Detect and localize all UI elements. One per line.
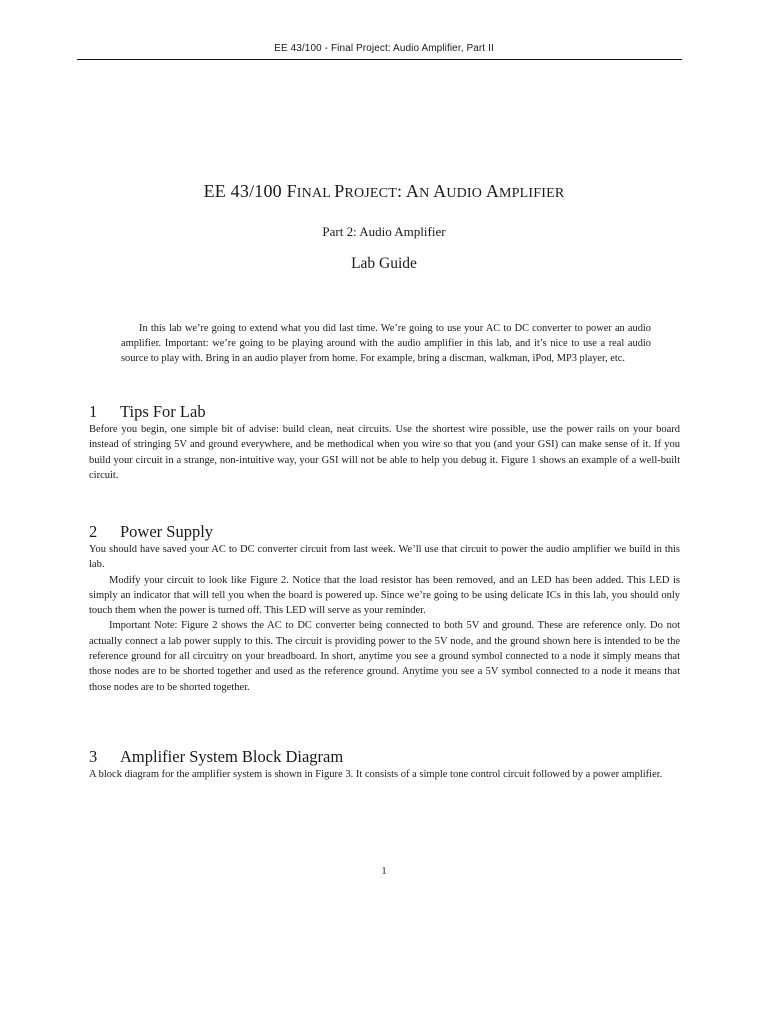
title-colon-an: : A xyxy=(396,181,420,201)
abstract-paragraph: In this lab we’re going to extend what you did last time. We’re going to use your AC to DC converter to power an audio amplifier. Important: we’re going to be playing around with the audio amplifier in this lab, and it’s nice to use a real audio source to play with. Bring in an audio player from home. For example, bring a discman, walkman, iPod, MP3 player, etc. xyxy=(121,323,651,365)
title-p-cap: P xyxy=(334,181,345,201)
title-amp-cap: A xyxy=(485,181,500,201)
paragraph: Before you begin, one simple bit of advise: build clean, neat circuits. Use the shortest wire possible, use the power rails on your board instead of stringing 5V and ground everywhere, and be methodical when you wire so that you (and your GSI) can make sense of it. If you build your circuit in a strange, non-intuitive way, your GSI will not be able to help you debug it. Figure 1 shows an example of a well-built circuit. xyxy=(89,424,680,481)
page-number: 1 xyxy=(381,866,387,877)
title-amp-rest: MPLIFIER xyxy=(499,186,565,201)
title-f-cap: F xyxy=(286,181,297,201)
document-title xyxy=(0,181,768,202)
title-a-cap: A xyxy=(433,181,447,201)
paragraph: You should have saved your AC to DC converter circuit from last week. We’ll use that circuit to power the audio amplifier we build in this lab. xyxy=(89,544,680,571)
section-number: 1 xyxy=(89,402,98,421)
document-subtitle: Part 2: Audio Amplifier xyxy=(322,224,446,239)
title-prefix: EE 43/100 xyxy=(203,181,287,201)
section-title: Tips For Lab xyxy=(120,402,206,421)
section-body-power-supply xyxy=(89,542,680,695)
title-p-rest: ROJECT xyxy=(344,186,397,201)
section-heading-tips xyxy=(89,402,206,422)
title-n-rest: N xyxy=(419,186,434,201)
title-f-rest: INAL xyxy=(296,186,335,201)
section-body-block-diagram xyxy=(89,767,680,782)
paragraph: Modify your circuit to look like Figure 2. Notice that the load resistor has been removed, and an LED has been added. This LED is simply an indicator that will tell you when the board is powered up. Since we’re going to be using delicate ICs in this lab, you should only touch them when the power is turned off. This LED will serve as your reminder. xyxy=(89,574,680,617)
title-a-rest: UDIO xyxy=(446,186,486,201)
section-number: 2 xyxy=(89,522,98,541)
paragraph: Important Note: Figure 2 shows the AC to DC converter being connected to both 5V and ground. These are reference only. Do not actually connect a lab power supply to this. The circuit is providing power to the 5V node, and the ground shown here is intended to be the reference ground for all circuitry on your breadboard. In short, anytime you see a ground symbol connected to a node it simply means that those nodes are to be shorted together and used as the reference ground. Anytime you see a 5V symbol connected to a node it means that those nodes are to be shorted together. xyxy=(89,620,680,693)
section-title: Amplifier System Block Diagram xyxy=(120,747,344,766)
section-body-tips xyxy=(89,422,680,483)
running-header: EE 43/100 - Final Project: Audio Amplifier, Part II xyxy=(274,43,494,54)
section-heading-block-diagram xyxy=(89,747,343,767)
section-heading-power-supply xyxy=(89,522,213,542)
header-rule xyxy=(77,59,682,60)
lab-guide-heading: Lab Guide xyxy=(351,255,417,272)
section-number: 3 xyxy=(89,747,98,766)
paragraph: A block diagram for the amplifier system is shown in Figure 3. It consists of a simple tone control circuit followed by a power amplifier. xyxy=(89,769,663,780)
section-title: Power Supply xyxy=(120,522,214,541)
